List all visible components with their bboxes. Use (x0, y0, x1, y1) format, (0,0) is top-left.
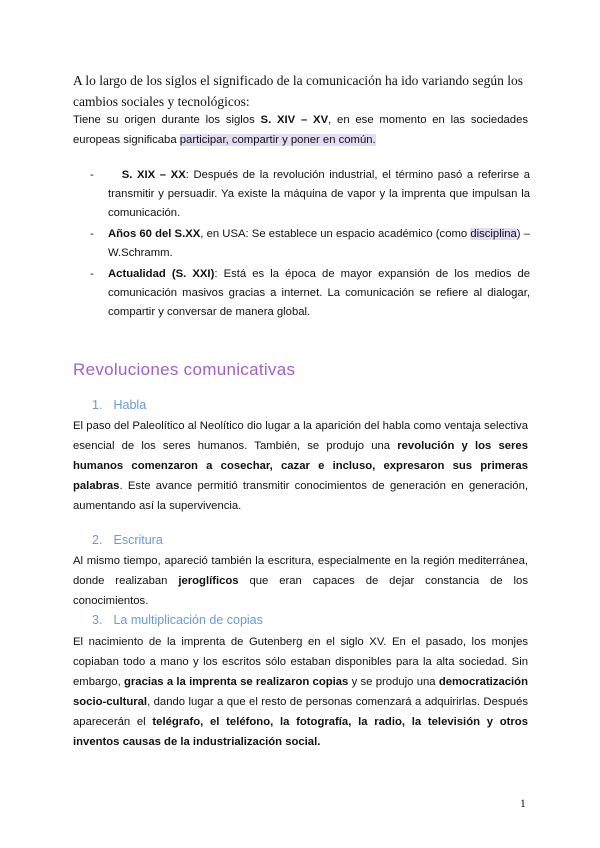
bold-text: telégrafo, el teléfono, la fotografía, la radio, la televisión y otros inventos causas de la industrialización social. (73, 716, 528, 748)
subsection-heading-copias (92, 613, 263, 627)
bold-text: S. XIV – XV (260, 114, 329, 126)
bold-text: democratización socio-cultural (73, 676, 528, 708)
list-item (90, 265, 530, 322)
heading-number: 2. (92, 533, 103, 547)
dash-bullet: - (90, 169, 94, 181)
text: , en USA: Se establece un espacio académico (como (200, 228, 471, 240)
heading-number: 1. (92, 398, 103, 412)
heading-text: Escritura (113, 533, 163, 547)
dash-bullet: - (90, 228, 94, 240)
text: Al mismo tiempo, apareció también la escritura, especialmente en la región mediterránea, donde realizaban (73, 555, 528, 587)
bold-text: S. XIX – XX (121, 169, 186, 181)
highlighted-text: disciplina (470, 228, 517, 240)
bold-text: Actualidad (S. XXI) (108, 268, 215, 280)
bold-text: jeroglíficos (178, 575, 239, 587)
text: ) – W.Schramm. (108, 228, 530, 259)
text: : Después de la revolución industrial, el término pasó a referirse a transmitir y persuadir. Ya existe la máquina de vapor y la imprenta que impulsan la comunicación. (108, 169, 531, 219)
heading-text: Habla (113, 398, 147, 412)
text: El paso del Paleolítico al Neolítico dio lugar a la aparición del habla como ventaja selectiva esencial de los seres humanos. También, se produjo una (73, 420, 528, 452)
text: . Este avance permitió transmitir conocimientos de generación en generación, aumentando así la supervivencia. (73, 480, 528, 512)
intro-title: A lo largo de los siglos el significado de la comunicación ha ido variando según los cambios sociales y tecnológicos: (73, 73, 524, 109)
text: , dando lugar a que el resto de personas comenzará a adquirirlas. Después aparecerán el (73, 696, 528, 728)
escritura-paragraph (73, 551, 528, 611)
text: : Está es la época de mayor expansión de los medios de comunicación masivos gracias a internet. La comunicación se refiere al dialogar, compartir y conversar de manera global. (108, 268, 531, 318)
bold-text: gracias a la imprenta se realizaron copias (124, 676, 349, 688)
heading-number: 3. (92, 613, 103, 627)
bold-text: Años 60 del S.XX (108, 228, 201, 240)
subsection-heading-habla (92, 398, 146, 412)
text: Tiene su origen durante los siglos (73, 114, 261, 126)
history-list (90, 166, 530, 322)
highlighted-text: participar, compartir y poner en común. (179, 134, 376, 146)
bold-text: revolución y los seres humanos comenzaron a cosechar, cazar e incluso, expresaron sus primeras palabras (73, 440, 528, 492)
list-item (90, 225, 530, 263)
text: y se produjo una (348, 676, 439, 688)
heading-text: La multiplicación de copias (113, 613, 263, 627)
text: , en ese momento en las sociedades europeas significaba (73, 114, 528, 146)
list-item (90, 166, 530, 223)
section-title: Revoluciones comunicativas (73, 360, 296, 379)
habla-paragraph (73, 416, 528, 516)
text: que eran capaces de dejar constancia de los conocimientos. (73, 575, 528, 607)
page-number: 1 (520, 798, 526, 810)
subsection-heading-escritura (92, 533, 163, 547)
text: El nacimiento de la imprenta de Gutenberg en el siglo XV. En el pasado, los monjes copiaban todo a mano y los escritos sólo estaban disponibles para la alta sociedad. Sin embargo, (73, 636, 528, 688)
intro-paragraph (73, 110, 528, 150)
copias-paragraph (73, 632, 528, 752)
dash-bullet: - (90, 268, 94, 280)
